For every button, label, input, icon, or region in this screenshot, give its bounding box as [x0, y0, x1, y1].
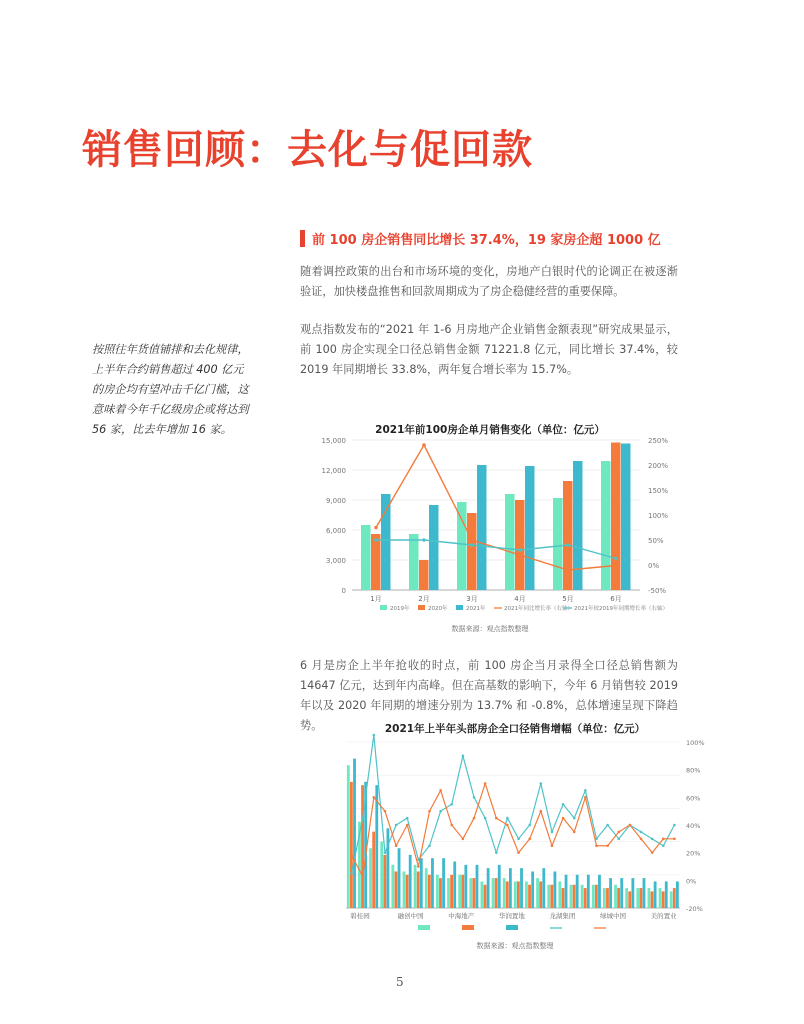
chart1-bar [515, 500, 525, 590]
chart2-line-point [606, 844, 609, 847]
chart1-line-point [470, 543, 474, 547]
chart2-bar [469, 878, 472, 908]
chart2-bar [531, 871, 534, 908]
chart2-line-point [495, 817, 498, 820]
chart2-bar [476, 865, 479, 908]
chart-monthly-sales [300, 418, 680, 636]
chart1-line-point [566, 543, 570, 547]
chart2-bar [369, 848, 372, 908]
chart2-xtick-label: 绿城中国 [600, 912, 627, 920]
chart2-bar [439, 878, 442, 908]
chart2-line-point [395, 824, 398, 827]
chart2-bar [606, 888, 609, 908]
section-accent-bar [300, 230, 305, 247]
chart2-line-point [450, 803, 453, 806]
chart2-bar [570, 885, 573, 908]
chart2-line-point [462, 755, 465, 758]
chart2-bar [670, 891, 673, 908]
chart-top-developers-growth [300, 718, 710, 956]
chart2-bar [514, 881, 517, 908]
chart2-bar [554, 871, 557, 908]
chart1-ytick-label: 3,000 [325, 557, 346, 565]
chart2-line-point [617, 831, 620, 834]
chart1-ytick-label: 12,000 [321, 467, 346, 475]
chart2-bar [665, 881, 668, 908]
chart2-bar [353, 759, 356, 908]
chart2-bar [520, 868, 523, 908]
chart2-y2tick-label: 60% [686, 794, 701, 803]
chart2-bar [425, 868, 428, 908]
chart2-line-point [595, 844, 598, 847]
chart2-line-point [573, 831, 576, 834]
section-heading [300, 229, 661, 248]
chart2-bar [584, 888, 587, 908]
chart2-bar [558, 881, 561, 908]
chart1-ytick-label: 0 [341, 587, 346, 595]
chart2-line-point [662, 844, 665, 847]
chart2-line-point [373, 734, 376, 737]
chart2-bar [614, 885, 617, 908]
chart2-bar [498, 865, 501, 908]
chart2-line-point [640, 831, 643, 834]
chart2-bar [398, 848, 401, 908]
chart1-legend-swatch [380, 605, 387, 610]
chart2-line-point [350, 854, 353, 857]
chart2-bar [442, 858, 445, 908]
section-heading-text: 前 100 房企销售同比增长 37.4%，19 家房企超 1000 亿 [312, 233, 661, 248]
chart2-y2tick-label: 40% [686, 822, 701, 830]
chart2-bar [573, 885, 576, 908]
chart1-y2tick-label: 100% [648, 512, 669, 520]
chart2-line-point [439, 810, 442, 813]
chart2-bar [380, 842, 383, 908]
chart2-bar [414, 865, 417, 908]
chart1-bar [371, 534, 381, 590]
chart2-line-point [673, 824, 676, 827]
chart2-legend-swatch [418, 925, 430, 930]
chart2-line-point [439, 789, 442, 792]
chart2-bar [643, 878, 646, 908]
chart2-bar [576, 875, 579, 908]
chart2-bar [562, 888, 565, 908]
chart2-bar [436, 875, 439, 908]
chart2-title: 2021年上半年头部房企全口径销售增幅（单位：亿元） [384, 723, 646, 735]
chart2-line-point [528, 838, 531, 841]
chart2-line-point [384, 851, 387, 854]
chart2-bar [420, 858, 423, 908]
chart2-line-point [629, 824, 632, 827]
chart1-line-point [422, 443, 426, 447]
chart1-bar [505, 494, 515, 590]
chart2-xtick-label: 华润置地 [498, 912, 525, 920]
chart1-line-point [374, 526, 378, 530]
chart1-bar [419, 560, 429, 590]
chart2-line-point [428, 844, 431, 847]
chart1-bar [611, 443, 621, 591]
chart2-line-point [517, 851, 520, 854]
chart2-bar [350, 782, 353, 908]
chart1-legend-label: 2021年较2019年同期增长率（右轴） [574, 606, 668, 612]
chart2-line-point [573, 817, 576, 820]
chart2-line-point [506, 824, 509, 827]
chart1-line-point [422, 538, 426, 542]
chart2-line-point [373, 796, 376, 799]
chart2-line-point [528, 824, 531, 827]
chart2-bar [361, 785, 364, 908]
chart1-legend-label: 2021年 [466, 606, 486, 612]
chart2-line-point [551, 844, 554, 847]
chart1-bar [573, 461, 583, 590]
chart2-bar [453, 862, 456, 908]
chart2-line-point [562, 817, 565, 820]
chart2-y2tick-label: 0% [686, 877, 697, 886]
chart2-bar [648, 888, 651, 908]
chart2-bar [539, 881, 542, 908]
chart1-bar [409, 534, 419, 590]
chart2-bar [547, 885, 550, 908]
chart2-line-point [473, 796, 476, 799]
chart2-bar [620, 878, 623, 908]
chart2-y2tick-label: -20% [686, 905, 703, 913]
chart1-legend-swatch [418, 605, 425, 610]
chart2-bar [587, 875, 590, 908]
chart2-bar [536, 878, 539, 908]
chart1-bar [457, 502, 467, 590]
chart2-line-point [651, 838, 654, 841]
chart2-bar [676, 881, 679, 908]
chart1-bar [477, 465, 487, 590]
chart2-bar [662, 891, 665, 908]
chart2-bar [487, 868, 490, 908]
chart1-ytick-label: 6,000 [325, 527, 346, 535]
chart1-bar [467, 513, 477, 590]
chart1-line-point [614, 564, 618, 568]
chart2-bar [458, 875, 461, 908]
chart2-bar [654, 881, 657, 908]
chart2-bar [464, 865, 467, 908]
chart2-bar [347, 765, 350, 908]
chart1-ytick-label: 15,000 [321, 437, 346, 445]
chart1-bar [525, 466, 535, 590]
chart1-line-point [470, 538, 474, 542]
chart2-xtick-label: 美的置业 [650, 912, 677, 920]
chart2-xtick-label: 龙湖集团 [549, 912, 576, 920]
chart2-bar [387, 828, 390, 908]
chart2-bar [372, 832, 375, 908]
chart2-bar [603, 888, 606, 908]
chart2-bar [391, 865, 394, 908]
chart2-source: 数据来源：观点指数整理 [476, 942, 554, 950]
paragraph-2: 观点指数发布的“2021 年 1-6 月房地产企业销售金额表现”研究成果显示，前 100 房企实现全口径总销售金额 71221.8 亿元，同比增长 37.4%，较 2019 年同期增长 33.8%，两年复合增长率为 15.7%。 [300, 323, 678, 376]
chart2-line-point [673, 838, 676, 841]
chart2-line-point [651, 851, 654, 854]
chart1-xtick-label: 3月 [466, 595, 478, 603]
chart2-bar [503, 878, 506, 908]
chart1-line-point [566, 568, 570, 572]
page-number: 5 [396, 975, 404, 989]
chart2-bar [595, 885, 598, 908]
chart2-bar [431, 858, 434, 908]
chart2-bar [461, 875, 464, 908]
chart2-line-point [517, 838, 520, 841]
chart2-bar [673, 888, 676, 908]
chart2-line-point [640, 838, 643, 841]
paragraph-3: 6 月是房企上半年抢收的时点，前 100 房企当月录得全口径总销售额为 14647 亿元，达到年内高峰。但在高基数的影响下，今年 6 月销售较 2019 年以及 2020 年同期的增速分别为 13.7% 和 -0.8%，总体增速呈现下降趋势。 [300, 659, 678, 732]
chart2-bar [495, 878, 498, 908]
chart1-bar [381, 494, 391, 590]
chart1-legend-label: 2020年 [428, 606, 448, 612]
chart2-bar [592, 885, 595, 908]
chart2-line-point [450, 824, 453, 827]
chart2-line-point [484, 782, 487, 785]
chart2-legend-swatch [462, 925, 474, 930]
chart1-legend-label: 2021年同比增长率（右轴） [504, 606, 573, 612]
chart2-bar [659, 888, 662, 908]
chart2-bar [542, 868, 545, 908]
chart2-bar [550, 885, 553, 908]
chart2-bar [565, 875, 568, 908]
chart2-bar [517, 881, 520, 908]
chart1-bar [429, 505, 439, 590]
chart2-line-point [350, 872, 353, 875]
chart2-line-point [395, 844, 398, 847]
chart2-y2tick-label: 80% [686, 766, 701, 775]
chart2-bar [484, 885, 487, 908]
chart1-bar [361, 525, 371, 590]
chart2-line-point [361, 817, 364, 820]
chart2-line-point [484, 817, 487, 820]
chart1-xtick-label: 2月 [418, 595, 430, 603]
chart2-bar [450, 875, 453, 908]
chart2-bar [375, 785, 378, 908]
chart1-y2tick-label: 150% [648, 487, 669, 495]
chart1-xtick-label: 6月 [610, 595, 622, 603]
chart2-line-point [617, 838, 620, 841]
chart2-line-point [606, 824, 609, 827]
chart2-legend-swatch [506, 925, 518, 930]
chart2-line-point [428, 810, 431, 813]
chart2-bar [581, 885, 584, 908]
chart2-bar [409, 855, 412, 908]
chart2-y2tick-label: 20% [686, 849, 701, 858]
chart1-y2tick-label: 50% [648, 537, 664, 545]
chart2-bar [609, 878, 612, 908]
chart1-y2tick-label: -50% [648, 587, 667, 595]
chart1-xtick-label: 4月 [514, 595, 526, 603]
chart1-ytick-label: 9,000 [325, 497, 346, 505]
chart2-line-point [406, 824, 409, 827]
chart1-bar [601, 461, 611, 590]
chart2-bar [617, 888, 620, 908]
chart2-line-point [540, 782, 543, 785]
chart2-bar [447, 878, 450, 908]
chart2-line-point [506, 817, 509, 820]
chart2-bar [639, 888, 642, 908]
chart2-y2tick-label: 100% [686, 739, 705, 747]
chart2-line-point [473, 817, 476, 820]
chart2-line-point [417, 865, 420, 868]
chart1-title: 2021年前100房企单月销售变化（单位：亿元） [375, 424, 605, 436]
chart2-xtick-label: 碧桂园 [350, 912, 370, 920]
chart2-bar [395, 871, 398, 908]
chart2-line-point [562, 803, 565, 806]
chart2-bar [509, 868, 512, 908]
chart1-line-point [614, 557, 618, 561]
chart1-xtick-label: 1月 [370, 595, 382, 603]
chart2-bar [636, 888, 639, 908]
chart1-line-point [374, 538, 378, 542]
chart2-bar [481, 881, 484, 908]
chart2-bar [403, 871, 406, 908]
chart2-bar [525, 881, 528, 908]
chart1-line-point [518, 548, 522, 552]
chart2-line-point [384, 810, 387, 813]
chart2-bar [528, 885, 531, 908]
chart2-line-point [551, 831, 554, 834]
sidebar-quote: 按照往年货值铺排和去化规律，上半年合约销售超过 400 亿元的房企均有望冲击千亿门槛，这意味着今年千亿级房企或将达到 56 家，比去年增加 16 家。 [92, 343, 249, 436]
chart2-line-point [406, 817, 409, 820]
chart2-bar [631, 878, 634, 908]
chart1-y2tick-label: 200% [648, 462, 669, 470]
chart2-bar [492, 878, 495, 908]
chart1-y2tick-label: 0% [648, 562, 660, 570]
chart2-bar [472, 878, 475, 908]
chart1-source: 数据来源：观点指数整理 [451, 625, 529, 633]
chart2-bar [406, 875, 409, 908]
chart2-bar [625, 888, 628, 908]
chart1-bar [553, 498, 563, 590]
chart2-line-point [462, 838, 465, 841]
chart2-xtick-label: 融创中国 [397, 912, 424, 920]
chart2-line-point [662, 838, 665, 841]
chart2-bar [417, 871, 420, 908]
chart2-bar [428, 875, 431, 908]
chart2-line-point [584, 796, 587, 799]
chart2-xtick-label: 中海地产 [448, 912, 475, 920]
chart2-line-point [361, 875, 364, 878]
chart2-line-point [584, 789, 587, 792]
chart2-bar [506, 881, 509, 908]
chart1-legend-label: 2019年 [390, 606, 410, 612]
chart2-bar [598, 875, 601, 908]
chart1-y2tick-label: 250% [648, 437, 669, 445]
chart2-line-point [540, 810, 543, 813]
chart2-line-point [495, 851, 498, 854]
chart2-bar [383, 855, 386, 908]
chart1-bar [563, 481, 573, 590]
chart1-line-point [518, 553, 522, 557]
chart1-legend-swatch [456, 605, 463, 610]
chart2-bar [651, 891, 654, 908]
chart1-bar [621, 444, 631, 591]
chart1-xtick-label: 5月 [562, 595, 574, 603]
paragraph-1: 随着调控政策的出台和市场环境的变化，房地产白银时代的论调正在被逐渐验证，加快楼盘推售和回款周期成为了房企稳健经营的重要保障。 [300, 265, 678, 298]
page-title: 销售回顾：去化与促回款 [82, 127, 533, 173]
chart2-bar [628, 891, 631, 908]
